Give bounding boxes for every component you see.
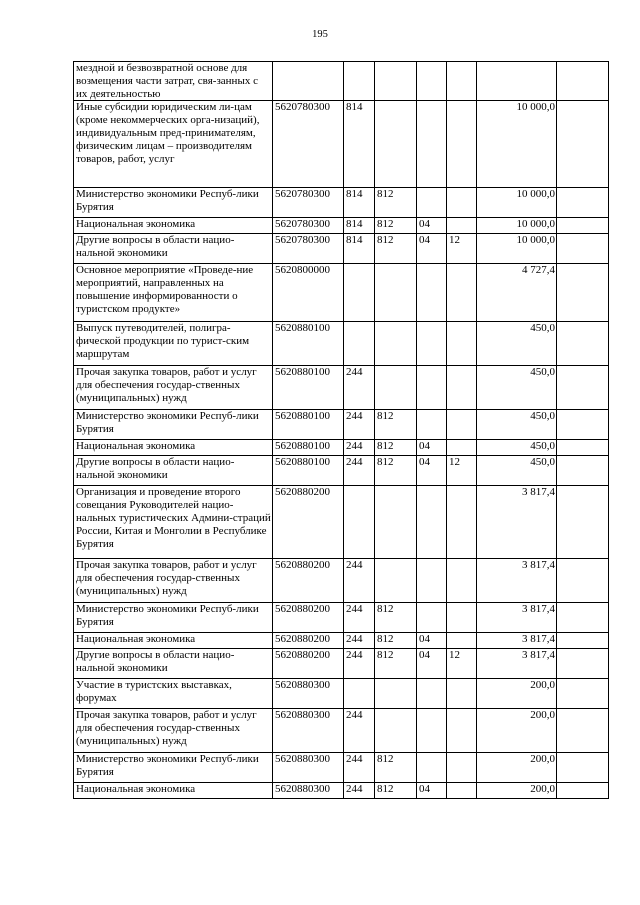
row-code-cell: 5620880200 [273,486,344,559]
row-code-cell: 5620880200 [273,633,344,649]
row-code-cell [273,62,344,101]
row-sub-a-cell [344,62,375,101]
table-row [74,709,609,753]
table-row [74,649,609,679]
row-sub-d-cell [447,264,477,322]
row-empty-cell [557,322,609,366]
row-sub-b-cell: 812 [375,440,417,456]
row-sub-d-cell [447,322,477,366]
row-empty-cell [557,101,609,188]
page-number: 195 [312,29,328,40]
row-name-cell: Национальная экономика [74,783,273,799]
table-row [74,410,609,440]
row-name-cell: Другие вопросы в области нацио-нальной экономики [74,234,273,264]
row-code-cell: 5620780300 [273,234,344,264]
row-sub-d-cell [447,783,477,799]
row-sub-b-cell: 812 [375,753,417,783]
table-row [74,322,609,366]
row-sub-b-cell: 812 [375,234,417,264]
row-sub-d-cell: 12 [447,649,477,679]
row-code-cell: 5620880300 [273,753,344,783]
row-code-cell: 5620880200 [273,559,344,603]
row-sub-c-cell [417,366,447,410]
row-name-cell: Другие вопросы в области нацио-нальной экономики [74,649,273,679]
row-sub-c-cell [417,62,447,101]
table-row [74,218,609,234]
row-amount-cell: 4 727,4 [477,264,557,322]
table-row [74,633,609,649]
row-amount-cell: 10 000,0 [477,218,557,234]
row-sub-d-cell: 12 [447,234,477,264]
row-code-cell: 5620880100 [273,322,344,366]
row-sub-a-cell [344,486,375,559]
row-sub-a-cell: 244 [344,456,375,486]
row-sub-c-cell [417,753,447,783]
row-sub-d-cell [447,188,477,218]
row-name-cell: Министерство экономики Респуб-лики Бурятия [74,410,273,440]
row-name-cell: Участие в туристских выставках, форумах [74,679,273,709]
row-sub-b-cell: 812 [375,649,417,679]
row-empty-cell [557,366,609,410]
row-sub-d-cell [447,101,477,188]
row-sub-a-cell: 814 [344,101,375,188]
row-sub-a-cell: 244 [344,783,375,799]
row-code-cell: 5620880100 [273,410,344,440]
row-sub-c-cell [417,559,447,603]
row-empty-cell [557,709,609,753]
row-sub-d-cell [447,366,477,410]
row-amount-cell: 200,0 [477,679,557,709]
row-sub-d-cell: 12 [447,456,477,486]
row-empty-cell [557,633,609,649]
row-sub-a-cell: 814 [344,234,375,264]
row-empty-cell [557,486,609,559]
row-sub-d-cell [447,679,477,709]
row-sub-b-cell [375,709,417,753]
row-amount-cell: 10 000,0 [477,234,557,264]
table-row [74,603,609,633]
row-amount-cell: 200,0 [477,783,557,799]
row-sub-b-cell [375,366,417,410]
row-sub-a-cell: 244 [344,603,375,633]
row-sub-a-cell: 244 [344,559,375,603]
row-sub-a-cell [344,322,375,366]
row-sub-d-cell [447,559,477,603]
row-code-cell: 5620780300 [273,218,344,234]
row-sub-c-cell: 04 [417,649,447,679]
row-name-cell: Министерство экономики Респуб-лики Бурятия [74,753,273,783]
budget-table [73,61,609,799]
row-sub-d-cell [447,709,477,753]
row-sub-b-cell [375,679,417,709]
row-sub-a-cell: 244 [344,633,375,649]
row-sub-b-cell [375,62,417,101]
row-sub-a-cell: 244 [344,410,375,440]
row-sub-c-cell [417,101,447,188]
row-sub-c-cell: 04 [417,456,447,486]
row-name-cell: Основное мероприятие «Проведе-ние мероприятий, направленных на повышение информированности о туристском продукте» [74,264,273,322]
row-name-cell: Иные субсидии юридическим ли-цам (кроме некоммерческих орга-низаций), индивидуальным пред-принимателям, физическим лицам – производителям товаров, работ, услуг [74,101,273,188]
row-amount-cell: 200,0 [477,709,557,753]
row-empty-cell [557,649,609,679]
row-sub-a-cell: 244 [344,753,375,783]
row-amount-cell: 450,0 [477,440,557,456]
row-sub-c-cell [417,264,447,322]
row-sub-d-cell [447,218,477,234]
row-name-cell: Министерство экономики Респуб-лики Бурятия [74,188,273,218]
row-sub-c-cell [417,486,447,559]
row-sub-a-cell: 814 [344,188,375,218]
row-code-cell: 5620880300 [273,783,344,799]
table-row [74,440,609,456]
row-empty-cell [557,559,609,603]
row-name-cell: Прочая закупка товаров, работ и услуг для обеспечения государ-ственных (муниципальных) нужд [74,709,273,753]
row-code-cell: 5620880100 [273,366,344,410]
row-sub-c-cell [417,188,447,218]
row-sub-c-cell: 04 [417,234,447,264]
row-sub-b-cell [375,264,417,322]
row-amount-cell: 10 000,0 [477,188,557,218]
row-empty-cell [557,783,609,799]
row-sub-a-cell: 244 [344,440,375,456]
row-sub-b-cell: 812 [375,218,417,234]
row-name-cell: мездной и безвозвратной основе для возмещения части затрат, свя-занных с их деятельностью [74,62,273,101]
row-sub-b-cell: 812 [375,188,417,218]
row-code-cell: 5620880100 [273,440,344,456]
row-name-cell: Организация и проведение второго совещания Руководителей нацио-нальных туристических Админи-страций России, Китая и Монголии в Республике Бурятия [74,486,273,559]
row-name-cell: Национальная экономика [74,633,273,649]
row-sub-b-cell: 812 [375,603,417,633]
row-sub-b-cell: 812 [375,633,417,649]
table-row [74,559,609,603]
row-code-cell: 5620800000 [273,264,344,322]
row-sub-a-cell: 244 [344,366,375,410]
row-empty-cell [557,188,609,218]
row-empty-cell [557,218,609,234]
row-sub-d-cell [447,486,477,559]
row-name-cell: Прочая закупка товаров, работ и услуг для обеспечения государ-ственных (муниципальных) нужд [74,559,273,603]
row-empty-cell [557,753,609,783]
row-name-cell: Национальная экономика [74,440,273,456]
table-row [74,62,609,101]
row-empty-cell [557,62,609,101]
row-empty-cell [557,456,609,486]
row-sub-c-cell [417,603,447,633]
table-row [74,101,609,188]
row-sub-c-cell [417,322,447,366]
row-code-cell: 5620780300 [273,101,344,188]
row-amount-cell: 3 817,4 [477,559,557,603]
row-amount-cell: 450,0 [477,366,557,410]
row-sub-c-cell: 04 [417,218,447,234]
row-amount-cell: 3 817,4 [477,486,557,559]
row-empty-cell [557,410,609,440]
row-sub-b-cell: 812 [375,410,417,440]
row-amount-cell: 200,0 [477,753,557,783]
row-code-cell: 5620880300 [273,679,344,709]
table-row [74,366,609,410]
row-empty-cell [557,679,609,709]
row-sub-b-cell [375,559,417,603]
row-amount-cell: 450,0 [477,456,557,486]
row-sub-c-cell [417,679,447,709]
table-row [74,188,609,218]
row-name-cell: Другие вопросы в области нацио-нальной экономики [74,456,273,486]
row-empty-cell [557,234,609,264]
row-sub-b-cell [375,486,417,559]
row-sub-d-cell [447,603,477,633]
table-row [74,486,609,559]
row-empty-cell [557,440,609,456]
row-amount-cell: 3 817,4 [477,649,557,679]
row-amount-cell [477,62,557,101]
row-code-cell: 5620880200 [273,649,344,679]
row-sub-b-cell: 812 [375,456,417,486]
row-sub-b-cell [375,101,417,188]
row-sub-a-cell: 814 [344,218,375,234]
row-code-cell: 5620880200 [273,603,344,633]
row-sub-d-cell [447,440,477,456]
row-sub-d-cell [447,753,477,783]
row-code-cell: 5620880100 [273,456,344,486]
table-row [74,264,609,322]
budget-table-body [74,62,609,799]
row-name-cell: Национальная экономика [74,218,273,234]
row-code-cell: 5620880300 [273,709,344,753]
row-sub-d-cell [447,62,477,101]
row-amount-cell: 450,0 [477,322,557,366]
table-row [74,679,609,709]
row-sub-a-cell: 244 [344,649,375,679]
row-amount-cell: 3 817,4 [477,603,557,633]
row-sub-a-cell [344,679,375,709]
table-row [74,456,609,486]
row-amount-cell: 10 000,0 [477,101,557,188]
row-sub-a-cell: 244 [344,709,375,753]
row-sub-a-cell [344,264,375,322]
row-sub-c-cell: 04 [417,633,447,649]
row-sub-b-cell: 812 [375,783,417,799]
row-amount-cell: 3 817,4 [477,633,557,649]
row-sub-d-cell [447,633,477,649]
row-name-cell: Выпуск путеводителей, полигра-фической продукции по турист-ским маршрутам [74,322,273,366]
table-row [74,234,609,264]
table-row [74,753,609,783]
row-sub-d-cell [447,410,477,440]
row-sub-c-cell [417,709,447,753]
table-row [74,783,609,799]
row-sub-b-cell [375,322,417,366]
row-amount-cell: 450,0 [477,410,557,440]
row-sub-c-cell: 04 [417,783,447,799]
row-empty-cell [557,264,609,322]
row-code-cell: 5620780300 [273,188,344,218]
row-name-cell: Министерство экономики Респуб-лики Бурятия [74,603,273,633]
row-sub-c-cell: 04 [417,440,447,456]
row-empty-cell [557,603,609,633]
row-name-cell: Прочая закупка товаров, работ и услуг для обеспечения государ-ственных (муниципальных) нужд [74,366,273,410]
row-sub-c-cell [417,410,447,440]
